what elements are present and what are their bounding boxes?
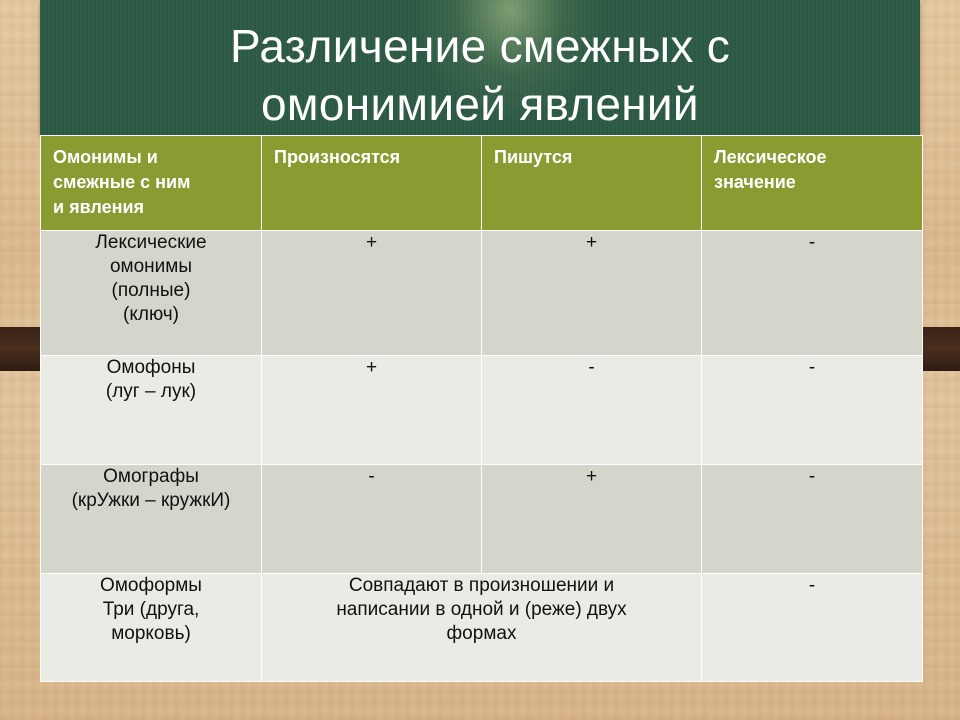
header-cell-meaning: Лексическое значение bbox=[702, 136, 923, 231]
pronounced-cell: - bbox=[262, 465, 482, 574]
slide-title bbox=[40, 17, 920, 133]
written-cell: + bbox=[482, 231, 702, 356]
meaning-cell: - bbox=[702, 356, 923, 465]
table-row bbox=[41, 356, 923, 465]
table-row bbox=[41, 465, 923, 574]
pronounced-cell: + bbox=[262, 231, 482, 356]
meaning-cell: - bbox=[702, 465, 923, 574]
row-category-cell: Омографы (крУжки – кружкИ) bbox=[41, 465, 262, 574]
slide-title-line-2: омонимией явлений bbox=[261, 78, 699, 130]
title-banner bbox=[40, 0, 920, 135]
homonyms-table bbox=[40, 135, 923, 682]
table-row bbox=[41, 574, 923, 682]
merged-pronounced-written-cell: Совпадают в произношении и написании в одной и (реже) двух формах bbox=[262, 574, 702, 682]
header-cell-pronounced: Произносятся bbox=[262, 136, 482, 231]
written-cell: - bbox=[482, 356, 702, 465]
slide-title-line-1: Различение смежных с bbox=[229, 20, 731, 72]
row-category-cell: Лексические омонимы (полные) (ключ) bbox=[41, 231, 262, 356]
header-row bbox=[41, 136, 923, 231]
written-cell: + bbox=[482, 465, 702, 574]
meaning-cell: - bbox=[702, 231, 923, 356]
header-cell-written: Пишутся bbox=[482, 136, 702, 231]
pronounced-cell: + bbox=[262, 356, 482, 465]
header-cell-category: Омонимы и смежные с ним и явления bbox=[41, 136, 262, 231]
row-category-cell: Омофоны (луг – лук) bbox=[41, 356, 262, 465]
meaning-cell: - bbox=[702, 574, 923, 682]
row-category-cell: Омоформы Три (друга, морковь) bbox=[41, 574, 262, 682]
table-row bbox=[41, 231, 923, 356]
